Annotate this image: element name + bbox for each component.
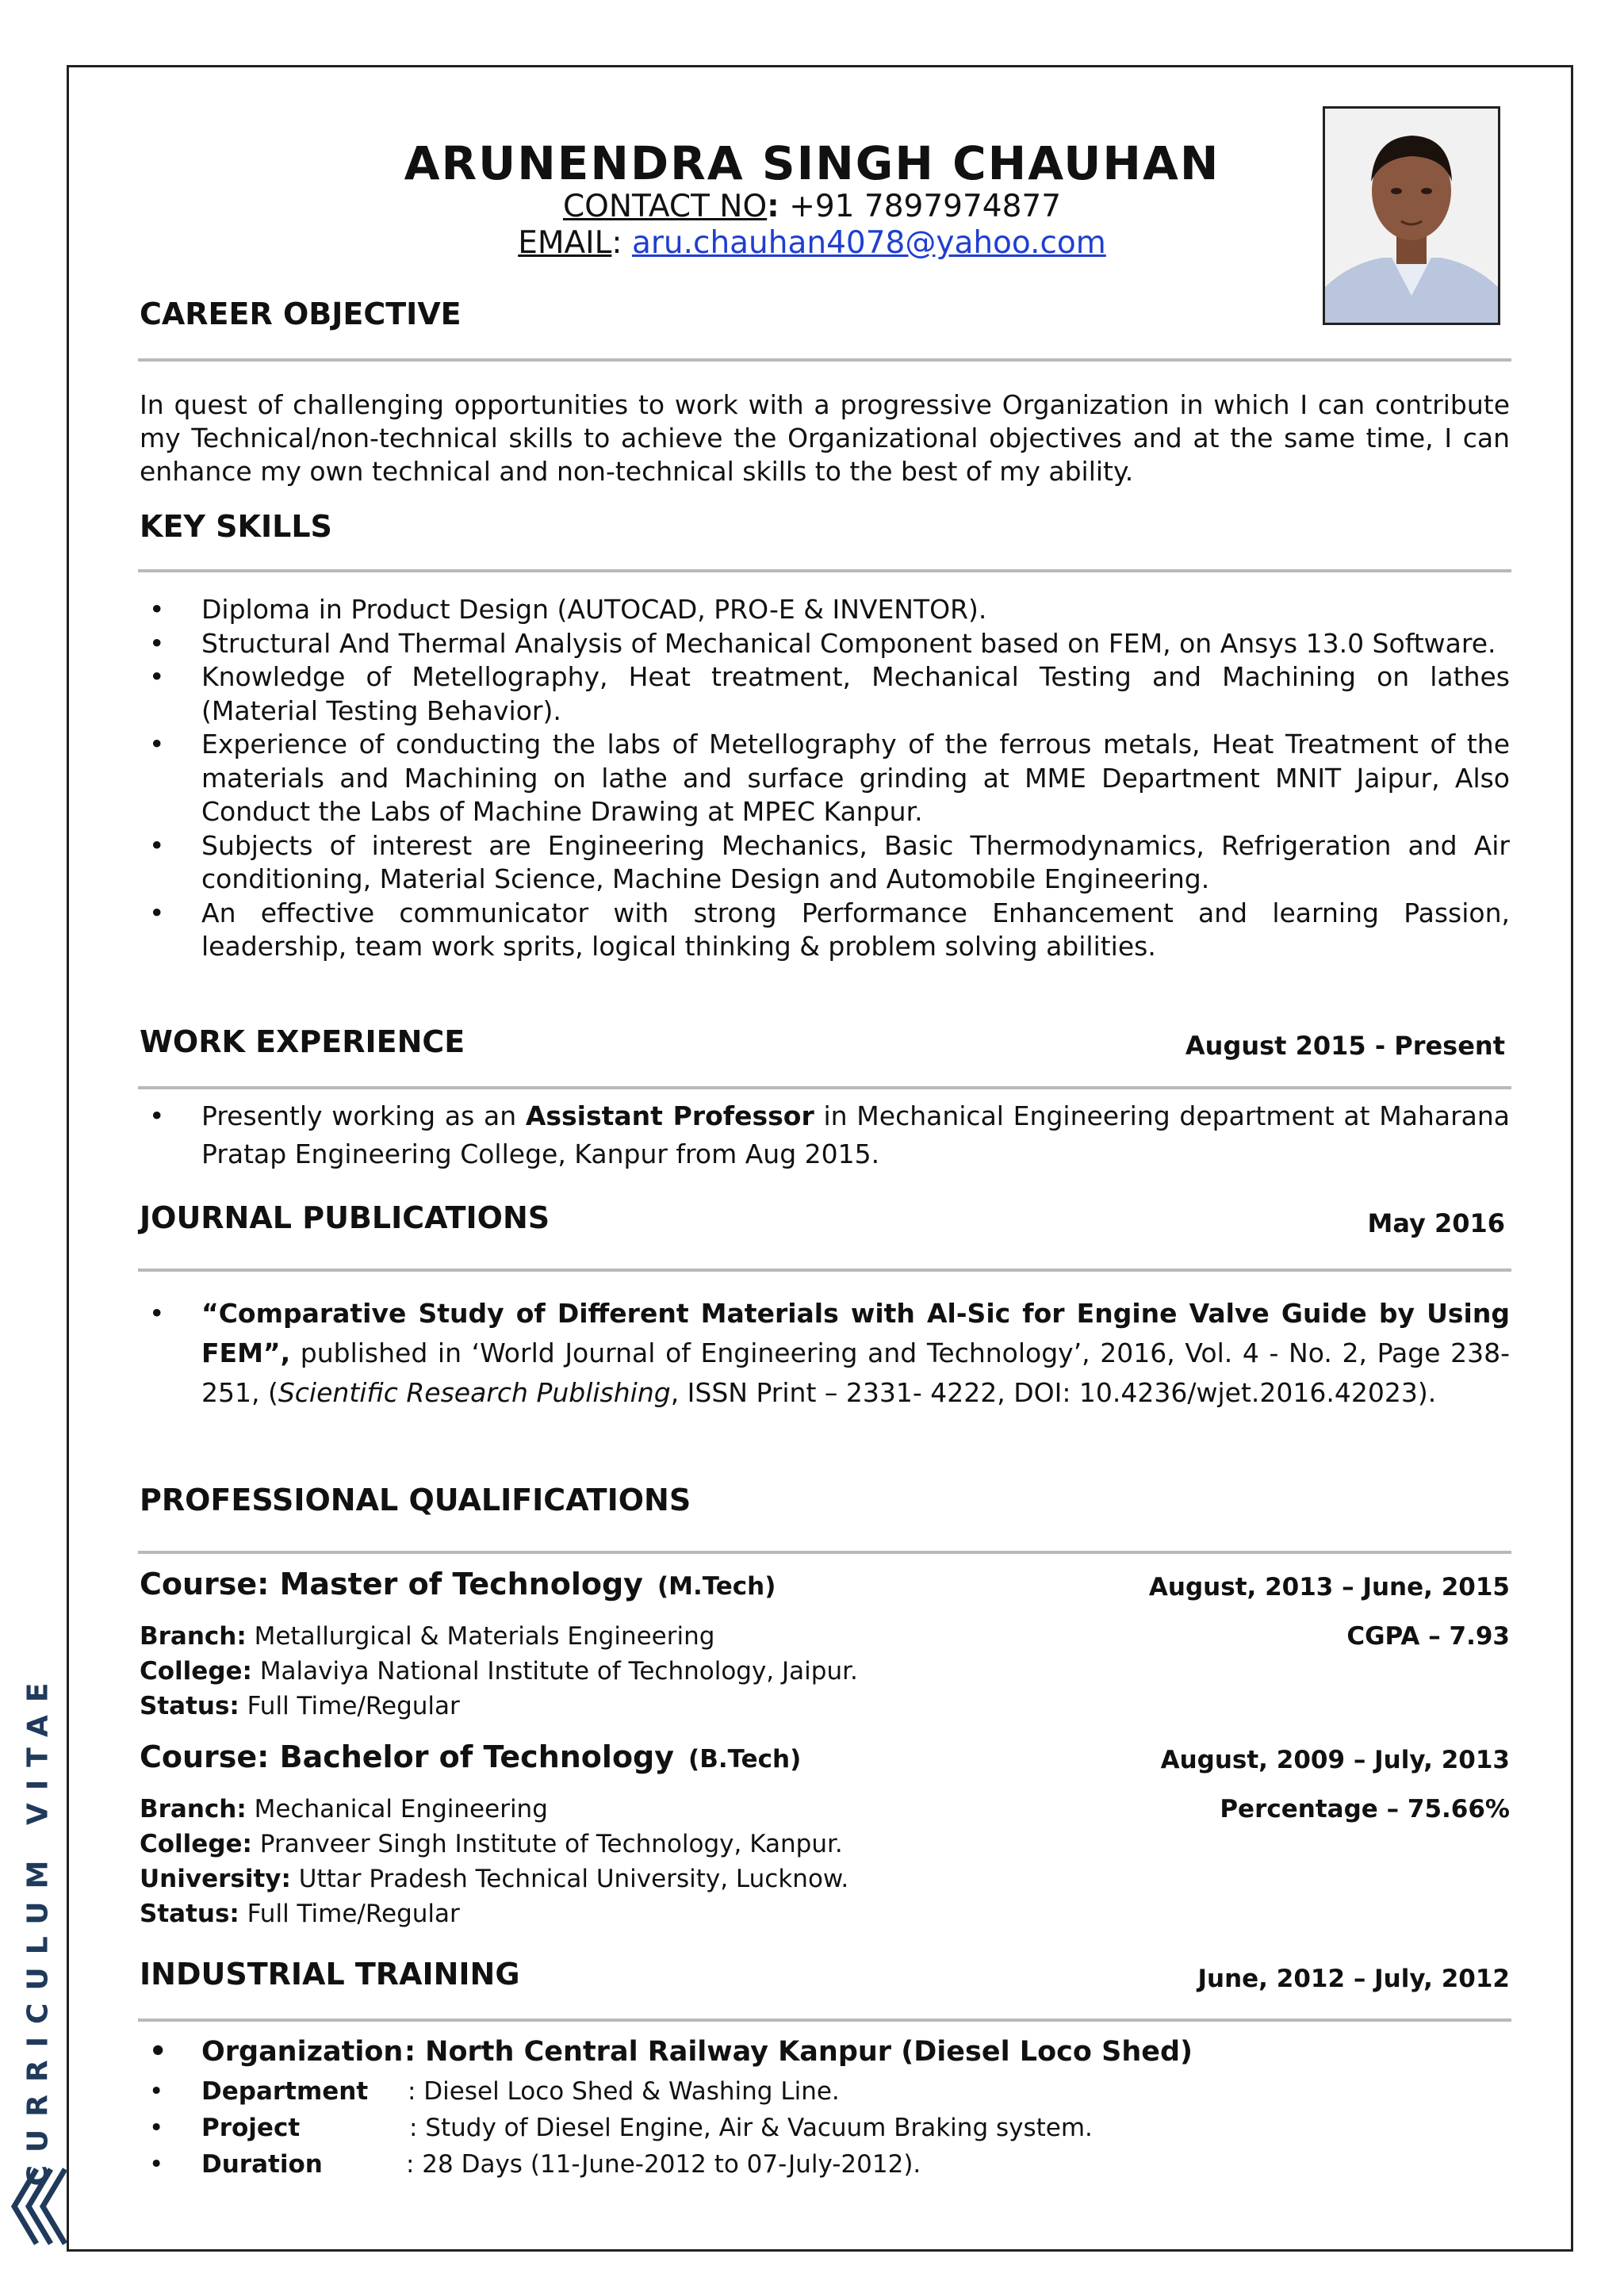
status-label: Status: <box>140 1900 239 1928</box>
divider <box>138 569 1511 572</box>
curriculum-vitae-side-label <box>21 1670 55 2187</box>
divider <box>138 1086 1511 1089</box>
contact-value: +91 7897974877 <box>789 189 1062 224</box>
list-item: • Experience of conducting the labs of Metellography of the ferrous metals, Heat Treatment of the materials and Machining on lathe and surface grinding at MME Department MNIT Jaipur, Also Conduct the Labs of Machine Drawing at MPEC Kanpur. <box>140 728 1510 829</box>
university-label: University: <box>140 1865 291 1893</box>
key-skills-list <box>140 593 1510 964</box>
training-value: : 28 Days (11-June-2012 to 07-July-2012). <box>406 2150 921 2179</box>
section-title-work-experience: WORK EXPERIENCE <box>140 1024 465 1059</box>
work-text-post: in Mechanical Engineering department at Maharana Pratap Engineering College, Kanpur from Aug 2015. <box>201 1100 1510 1169</box>
list-item <box>140 1097 1510 1173</box>
mtech-college <box>140 1657 858 1686</box>
mtech-branch <box>140 1622 714 1651</box>
list-item: • Structural And Thermal Analysis of Mechanical Component based on FEM, on Ansys 13.0 Software. <box>140 627 1510 661</box>
section-title-qualifications: PROFESSIONAL QUALIFICATIONS <box>140 1483 691 1517</box>
profile-photo <box>1323 106 1500 325</box>
training-label: Department <box>201 2077 369 2106</box>
paper-text-1: published in ‘World Journal of Engineering and Technology’, 2016, Vol. 4 - No. 2, Page 238-251, ( <box>201 1337 1510 1408</box>
training-date: June, 2012 – July, 2012 <box>1197 1965 1510 1993</box>
course-btech-date: August, 2009 – July, 2013 <box>1160 1746 1510 1774</box>
training-value: : Diesel Loco Shed & Washing Line. <box>408 2077 840 2106</box>
training-value: : North Central Railway Kanpur (Diesel Loco Shed) <box>404 2036 1193 2068</box>
college-value: Pranveer Singh Institute of Technology, Kanpur. <box>259 1830 843 1858</box>
course-btech-abbr: (B.Tech) <box>688 1745 802 1774</box>
contact-label: CONTACT NO <box>562 189 768 224</box>
email-label: EMAIL <box>518 225 612 261</box>
contact-line: CONTACT NO: +91 7897974877 <box>562 189 1062 224</box>
list-item: • Diploma in Product Design (AUTOCAD, PRO-E & INVENTOR). <box>140 593 1510 627</box>
email-line: EMAIL: aru.chauhan4078@yahoo.com <box>518 225 1106 261</box>
email-link[interactable]: aru.chauhan4078@yahoo.com <box>631 225 1106 261</box>
btech-status <box>140 1900 460 1928</box>
course-btech-title: Course: Bachelor of Technology <box>140 1739 675 1774</box>
status-value: Full Time/Regular <box>247 1900 460 1928</box>
work-experience-date: August 2015 - Present <box>1185 1031 1505 1061</box>
section-title-training: INDUSTRIAL TRAINING <box>140 1957 520 1992</box>
btech-branch <box>140 1795 548 1823</box>
course-mtech-date: August, 2013 – June, 2015 <box>1148 1573 1510 1601</box>
status-label: Status: <box>140 1692 239 1720</box>
mtech-status <box>140 1692 460 1720</box>
btech-university <box>140 1865 848 1893</box>
journal-list <box>140 1294 1510 1413</box>
course-mtech-title: Course: Master of Technology <box>140 1567 643 1601</box>
career-objective-text: In quest of challenging opportunities to work with a progressive Organization in which I can contribute my Technical/non-technical skills to achieve the Organizational objectives and at the same time, I can enhance my own technical and non-technical skills to the best of my ability. <box>140 389 1510 487</box>
list-item: • Subjects of interest are Engineering Mechanics, Basic Thermodynamics, Refrigeration and Air conditioning, Material Science, Machine Design and Automobile Engineering. <box>140 829 1510 897</box>
side-label-text: CURRICULUM VITAE <box>21 1670 55 2187</box>
course-btech <box>140 1739 801 1774</box>
college-value: Malaviya National Institute of Technology, Jaipur. <box>259 1657 858 1686</box>
list-item: • An effective communicator with strong Performance Enhancement and learning Passion, leadership, team work sprits, logical thinking & problem solving abilities. <box>140 897 1510 964</box>
work-role: Assistant Professor <box>525 1100 814 1131</box>
branch-value: Mechanical Engineering <box>254 1795 548 1823</box>
college-label: College: <box>140 1830 252 1858</box>
list-item: • Knowledge of Metellography, Heat treatment, Mechanical Testing and Machining on lathes (Material Testing Behavior). <box>140 660 1510 728</box>
chevron-decoration-icon <box>5 2163 68 2250</box>
training-value: : Study of Diesel Engine, Air & Vacuum Braking system. <box>409 2114 1093 2142</box>
divider <box>138 1269 1511 1272</box>
candidate-name: ARUNENDRA SINGH CHAUHAN <box>404 136 1220 190</box>
branch-label: Branch: <box>140 1795 247 1823</box>
branch-value: Metallurgical & Materials Engineering <box>254 1622 715 1651</box>
work-experience-list <box>140 1097 1510 1173</box>
status-value: Full Time/Regular <box>247 1692 460 1720</box>
college-label: College: <box>140 1657 252 1686</box>
section-title-career-objective: CAREER OBJECTIVE <box>140 297 462 331</box>
work-text-pre: Presently working as an <box>201 1100 526 1131</box>
university-value: Uttar Pradesh Technical University, Lucknow. <box>298 1865 849 1893</box>
paper-publisher: Scientific Research Publishing <box>278 1377 671 1408</box>
branch-label: Branch: <box>140 1622 247 1651</box>
section-title-journal: JOURNAL PUBLICATIONS <box>140 1200 550 1235</box>
mtech-score: CGPA – 7.93 <box>1346 1622 1510 1651</box>
training-label: Project <box>201 2114 301 2142</box>
paper-text-2: , ISSN Print – 2331- 4222, DOI: 10.4236/wjet.2016.42023). <box>670 1377 1437 1408</box>
divider <box>138 2019 1511 2022</box>
btech-score: Percentage – 75.66% <box>1220 1795 1510 1823</box>
course-mtech <box>140 1567 776 1601</box>
list-item <box>140 1294 1510 1413</box>
training-label: Organization <box>201 2036 404 2068</box>
divider <box>138 358 1511 362</box>
course-mtech-abbr: (M.Tech) <box>657 1572 776 1601</box>
training-label: Duration <box>201 2150 323 2179</box>
paper-title: “Comparative Study of Different Materials with Al-Sic for Engine Valve Guide by Using FEM”, <box>201 1298 1510 1368</box>
divider <box>138 1551 1511 1554</box>
journal-date: May 2016 <box>1367 1208 1505 1238</box>
btech-college <box>140 1830 843 1858</box>
person-icon <box>1325 109 1498 323</box>
section-title-key-skills: KEY SKILLS <box>140 509 332 544</box>
